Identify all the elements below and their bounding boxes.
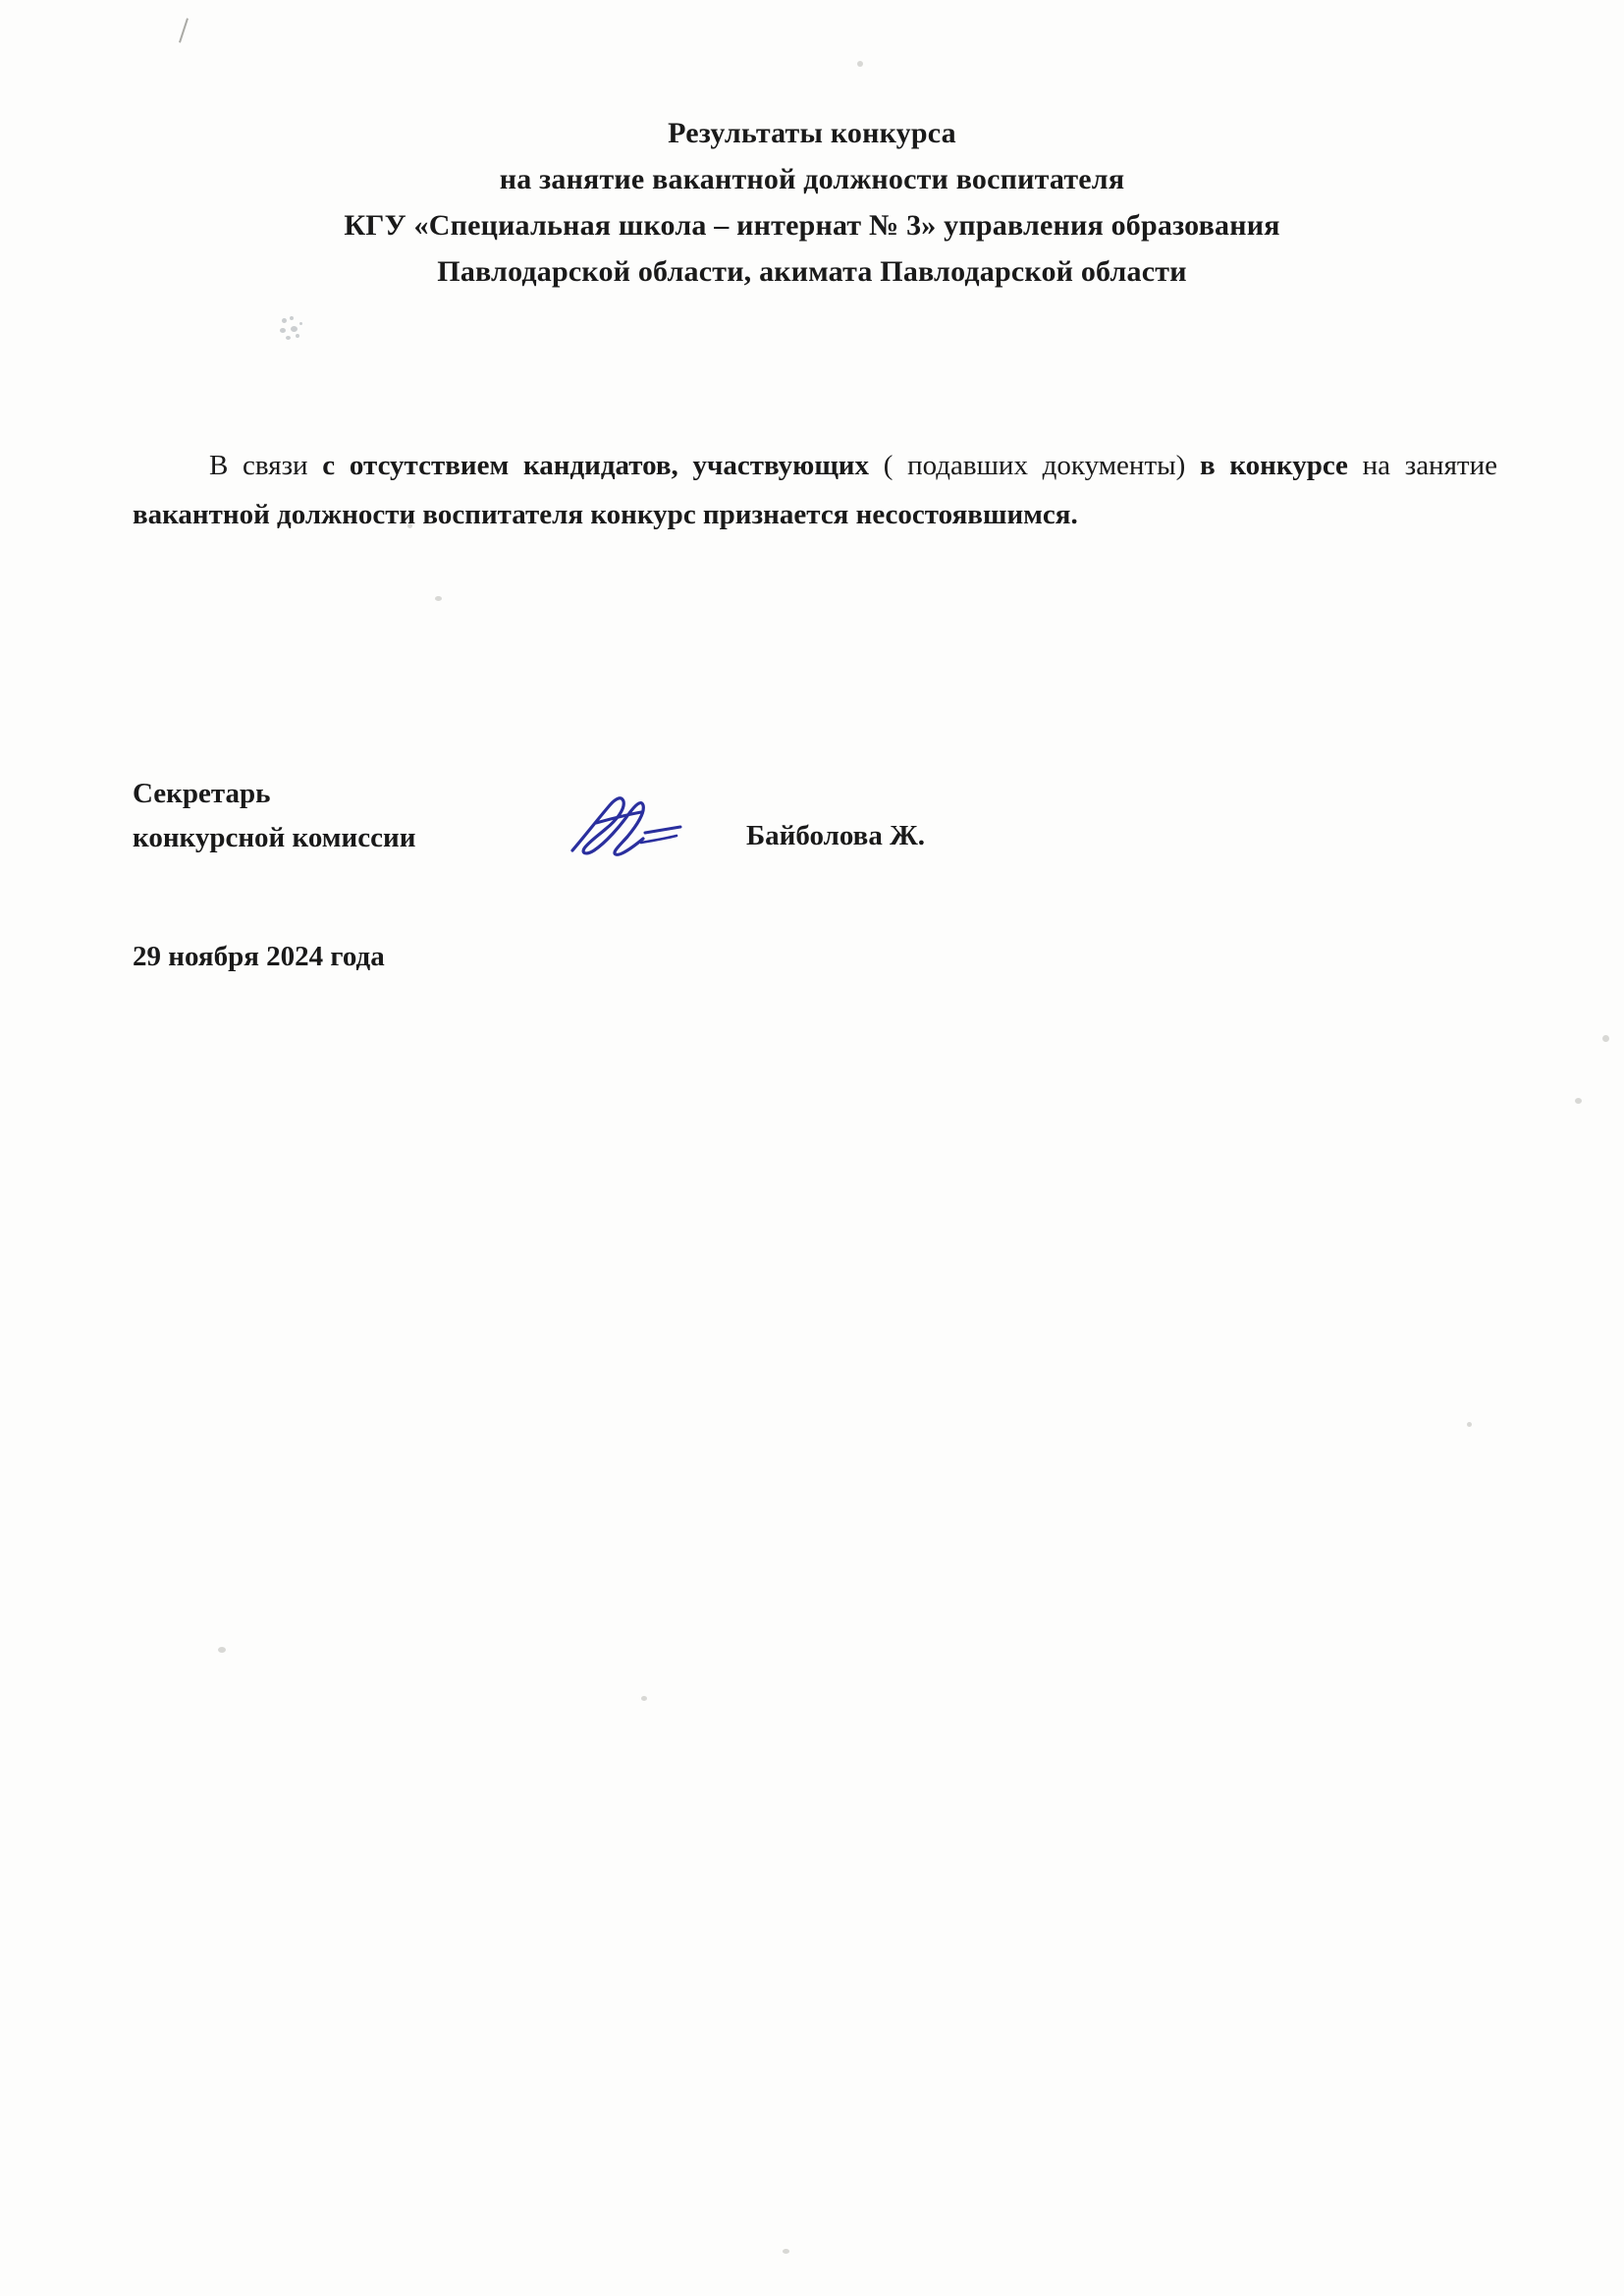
title-line-2: на занятие вакантной должности воспитателя <box>499 163 1125 195</box>
paragraph-segment-4: в конкурсе <box>1199 450 1348 481</box>
scan-artifact-speck <box>218 1647 226 1653</box>
document-title <box>0 110 1624 295</box>
paragraph-segment-1: В связи <box>209 450 323 481</box>
scan-artifact-speck <box>857 61 863 67</box>
title-line-1: Результаты конкурса <box>668 117 956 149</box>
signature-role-line-1: Секретарь <box>133 778 271 809</box>
paragraph-segment-3: ( подавших документы) <box>869 450 1200 481</box>
scan-artifact-speck <box>1467 1422 1472 1427</box>
signature-block <box>133 772 1311 860</box>
signature-role-line-2: конкурсной комиссии <box>133 822 416 853</box>
signature-name: Байболова Ж. <box>746 820 926 851</box>
paragraph-segment-5: на занятие <box>1347 450 1497 481</box>
scan-artifact-speck <box>641 1696 647 1701</box>
scan-artifact-smudge <box>278 316 311 350</box>
scan-artifact-speck <box>1602 1035 1609 1042</box>
signature-row <box>133 772 1311 860</box>
title-line-3: КГУ «Специальная школа – интернат № 3» управления образования <box>344 209 1280 242</box>
scan-artifact-slash <box>179 18 189 42</box>
document-date: 29 ноября 2024 года <box>133 941 385 972</box>
paragraph-segment-2: с отсутствием кандидатов, участвующих <box>322 450 870 481</box>
body-paragraph <box>133 441 1497 539</box>
handwritten-signature-icon <box>555 792 736 860</box>
title-line-4: Павлодарской области, акимата Павлодарской области <box>437 255 1187 288</box>
signature-role <box>133 772 555 860</box>
scan-artifact-speck <box>435 596 442 601</box>
scan-artifact-speck <box>783 2249 789 2254</box>
scan-artifact-speck <box>1575 1098 1582 1104</box>
paragraph-segment-6: вакантной должности воспитателя конкурс признается несостоявшимся. <box>133 499 1078 530</box>
